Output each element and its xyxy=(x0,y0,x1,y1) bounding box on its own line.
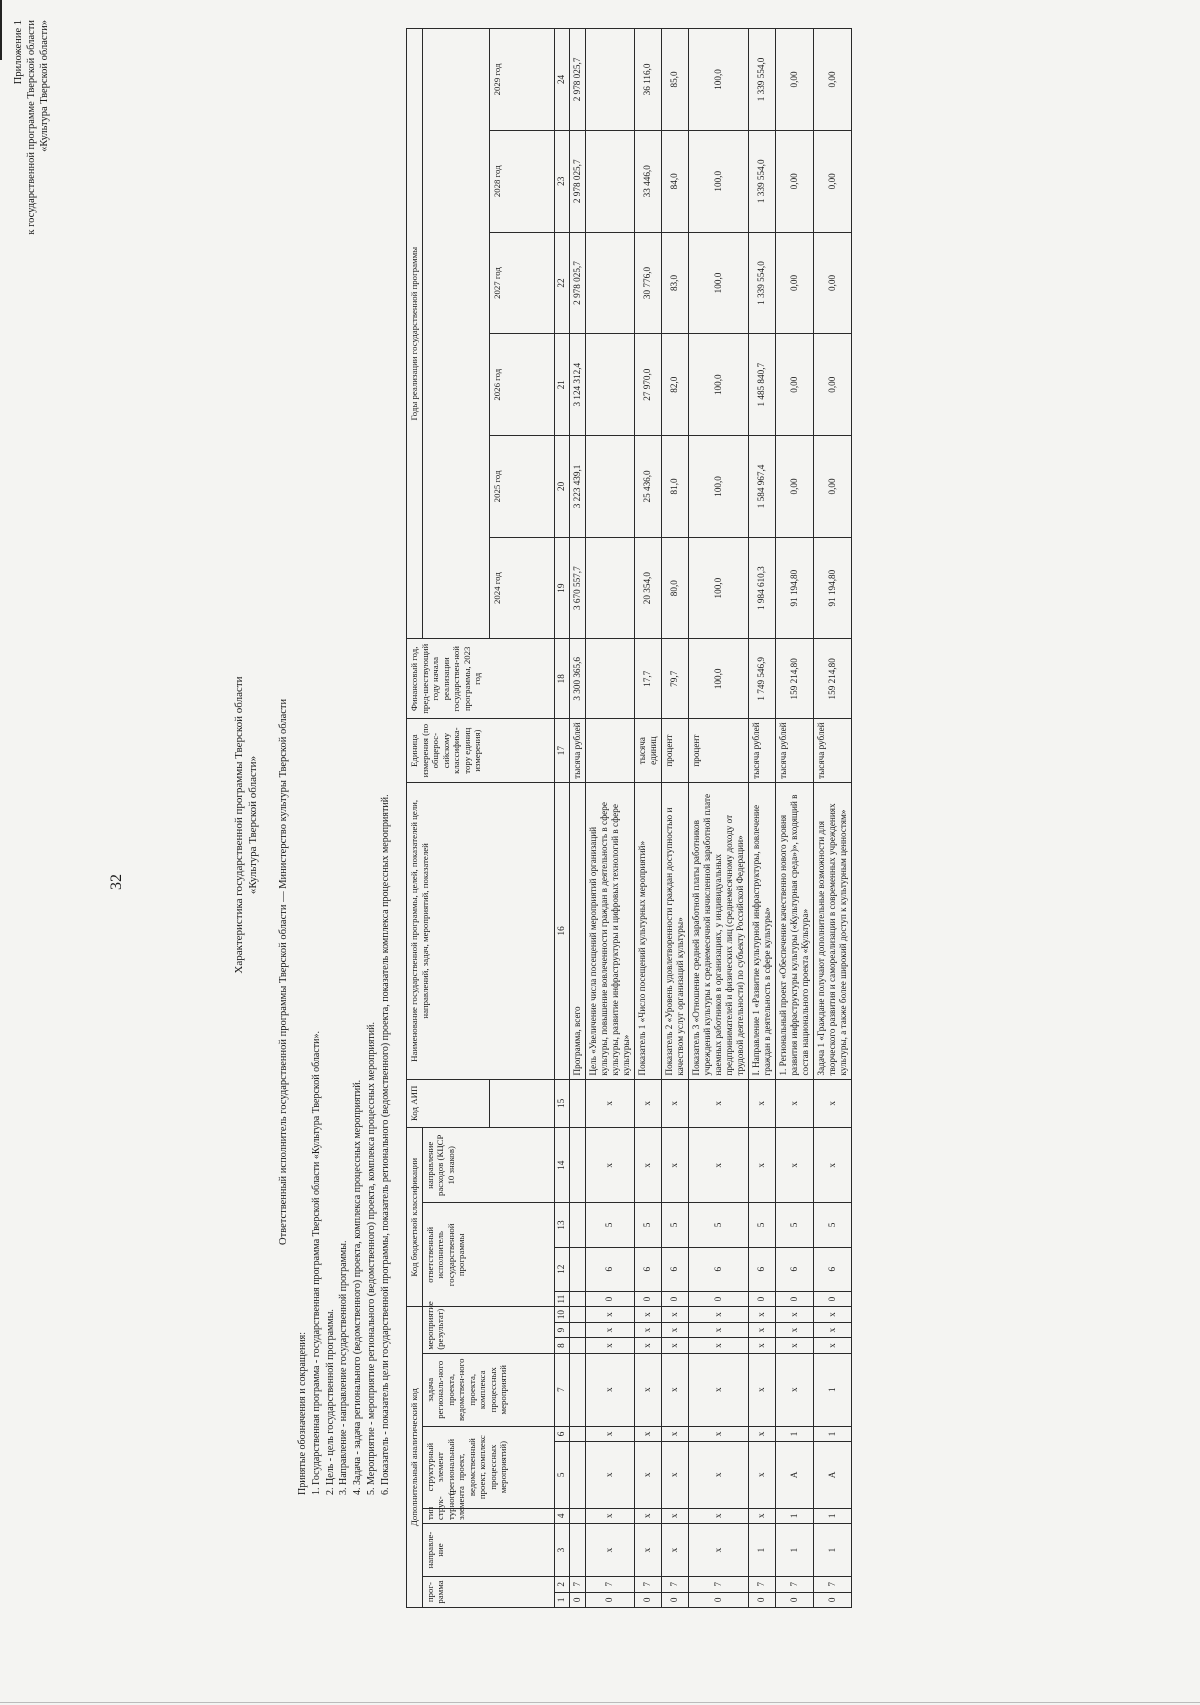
code-cell: 6 xyxy=(813,1247,851,1291)
year-value: 82,0 xyxy=(661,334,688,436)
code-cell: 1 xyxy=(775,1508,813,1523)
year-value: 1 584 967,4 xyxy=(748,436,775,538)
code-cell: 1 xyxy=(813,1353,851,1426)
year-value: 2 978 025,7 xyxy=(569,130,585,232)
code-cell xyxy=(569,1322,585,1337)
year-value: 0,00 xyxy=(813,232,851,334)
code-cell xyxy=(569,1353,585,1426)
unit-cell xyxy=(585,719,634,783)
year-value: 36 116,0 xyxy=(634,29,661,131)
code-cell: х xyxy=(748,1426,775,1441)
column-number: 4 xyxy=(554,1508,569,1523)
year-value: 80,0 xyxy=(661,537,688,639)
code-cell xyxy=(569,1291,585,1306)
year-value: 0,00 xyxy=(813,436,851,538)
code-cell: 1 xyxy=(813,1524,851,1577)
row-name: Показатель 2 «Уровень удовлетворенности граждан доступностью и качеством услуг организаций культуры» xyxy=(661,783,688,1079)
code-cell: 5 xyxy=(688,1203,748,1247)
code-cell: х xyxy=(748,1442,775,1508)
row-name: I. Направление 1 «Развитие культурной инфраструктуры, вовлечение граждан в деятельность в сфере культуры» xyxy=(748,783,775,1079)
code-cell: 6 xyxy=(661,1247,688,1291)
year-value: 2 978 025,7 xyxy=(569,232,585,334)
year-value: 1 339 554,0 xyxy=(748,29,775,131)
header-budget-code: Код бюджетной классификации xyxy=(407,1128,423,1307)
year-value: 91 194,80 xyxy=(813,537,851,639)
header-year: 2029 год xyxy=(489,29,554,131)
code-cell: х xyxy=(585,1524,634,1577)
code-cell xyxy=(569,1307,585,1323)
code-cell: 0 xyxy=(569,1592,585,1607)
code-cell: х xyxy=(634,1307,661,1323)
code-cell: х xyxy=(748,1079,775,1128)
column-number: 1 xyxy=(554,1592,569,1607)
appendix-line: «Культура Тверской области» xyxy=(39,20,50,152)
table-row xyxy=(775,29,813,1608)
code-cell: х xyxy=(661,1079,688,1128)
code-cell: 0 xyxy=(813,1592,851,1607)
column-number: 22 xyxy=(554,232,569,334)
header-measure: мероприятие (результат) xyxy=(422,1307,554,1353)
code-cell: х xyxy=(585,1508,634,1523)
code-cell: 0 xyxy=(585,1291,634,1306)
code-cell: 5 xyxy=(775,1203,813,1247)
year-value: 91 194,80 xyxy=(775,537,813,639)
notes-heading: Принятые обозначения и сокращения: xyxy=(297,1331,308,1495)
code-cell: 7 xyxy=(634,1577,661,1592)
code-cell: 5 xyxy=(813,1203,851,1247)
header-direction: направле-ние xyxy=(422,1524,554,1577)
column-number: 5 xyxy=(554,1442,569,1508)
code-cell: х xyxy=(748,1508,775,1523)
column-number: 13 xyxy=(554,1203,569,1247)
code-cell: х xyxy=(634,1524,661,1577)
year-value: 0,00 xyxy=(813,29,851,131)
base-year-value: 100,0 xyxy=(688,639,748,719)
table-row xyxy=(585,29,634,1608)
code-cell: х xyxy=(688,1442,748,1508)
column-number: 8 xyxy=(554,1338,569,1353)
year-value: 2 978 025,7 xyxy=(569,29,585,131)
unit-cell: процент xyxy=(661,719,688,783)
year-value: 100,0 xyxy=(688,29,748,131)
code-cell: х xyxy=(813,1128,851,1203)
unit-cell: тысяча рублей xyxy=(748,719,775,783)
code-cell: х xyxy=(688,1307,748,1323)
year-value: 1 339 554,0 xyxy=(748,130,775,232)
year-value: 100,0 xyxy=(688,232,748,334)
code-cell: х xyxy=(661,1426,688,1441)
code-cell: х xyxy=(634,1128,661,1203)
code-cell: х xyxy=(688,1426,748,1441)
code-cell: х xyxy=(661,1442,688,1508)
column-number: 6 xyxy=(554,1426,569,1441)
notes-item: 1. Государственная программа - государственная программа Тверской области «Культура Тверской области». xyxy=(310,1030,322,1495)
code-cell: х xyxy=(661,1524,688,1577)
code-cell: А xyxy=(775,1442,813,1508)
code-cell: 7 xyxy=(661,1577,688,1592)
year-value: 30 776,0 xyxy=(634,232,661,334)
column-number: 18 xyxy=(554,639,569,719)
notes-item: 5. Мероприятие - мероприятие регионального (ведомственного) проекта, комплекса процессных мероприятий. xyxy=(365,1022,377,1495)
header-year: 2026 год xyxy=(489,334,554,436)
appendix-line: Приложение 1 xyxy=(13,20,24,85)
header-fin-year: Финансовый год, пред-шествующий году начала реализации государствен-ной программы, 2023 год xyxy=(407,639,555,719)
code-cell: 7 xyxy=(585,1577,634,1592)
page-number: 32 xyxy=(108,874,125,890)
column-number: 3 xyxy=(554,1524,569,1577)
code-cell xyxy=(569,1079,585,1128)
code-cell: х xyxy=(585,1442,634,1508)
code-cell: х xyxy=(634,1322,661,1337)
code-cell xyxy=(569,1508,585,1523)
code-cell: х xyxy=(688,1128,748,1203)
column-numbers-row xyxy=(554,29,569,1608)
row-name: Программа, всего xyxy=(569,783,585,1079)
title-line: «Культура Тверской области» xyxy=(247,755,259,895)
base-year-value: 1 749 546,9 xyxy=(748,639,775,719)
row-name: Задача 1 «Граждане получают дополнительные возможности для творческого развития и самореализации в современных учреждениях культуры, а также более широкий доступ к культурным ценностям» xyxy=(813,783,851,1079)
column-number: 24 xyxy=(554,29,569,131)
column-number: 14 xyxy=(554,1128,569,1203)
code-cell xyxy=(569,1128,585,1203)
program-characteristics-table xyxy=(406,28,852,1608)
code-cell: х xyxy=(585,1322,634,1337)
base-year-value: 3 300 365,6 xyxy=(569,639,585,719)
year-value: 0,00 xyxy=(775,130,813,232)
code-cell: 5 xyxy=(585,1203,634,1247)
year-value: 1 485 840,7 xyxy=(748,334,775,436)
code-cell: 0 xyxy=(585,1592,634,1607)
notes-item: 3. Направление - направление государственной программы. xyxy=(338,1240,350,1495)
year-value: 20 354,0 xyxy=(634,537,661,639)
responsible-executor: Ответственный исполнитель государственной программы Тверской области — Министерство культуры Тверской области xyxy=(278,698,289,1245)
year-value: 0,00 xyxy=(813,334,851,436)
column-number: 23 xyxy=(554,130,569,232)
column-number: 15 xyxy=(554,1079,569,1128)
code-cell: х xyxy=(775,1128,813,1203)
header-years-spacer xyxy=(422,29,489,640)
code-cell: 0 xyxy=(748,1592,775,1607)
row-name: Цель «Увеличение числа посещений мероприятий организаций культуры, повышение вовлеченности граждан в деятельность в сфере культуры, развитие инфраструктуры и цифровых технологий в сфере культуры» xyxy=(585,783,634,1079)
code-cell: х xyxy=(688,1338,748,1353)
code-cell: х xyxy=(775,1353,813,1426)
table-row xyxy=(634,29,661,1608)
year-value xyxy=(585,334,634,436)
code-cell: х xyxy=(661,1307,688,1323)
unit-cell: тысяча рублей xyxy=(569,719,585,783)
code-cell: 7 xyxy=(775,1577,813,1592)
header-additional-code: Дополнительный аналитический код xyxy=(407,1307,423,1608)
year-value: 100,0 xyxy=(688,436,748,538)
column-number: 19 xyxy=(554,537,569,639)
appendix-note xyxy=(12,20,51,300)
row-name: Показатель 1 «Число посещений культурных мероприятий» xyxy=(634,783,661,1079)
code-cell: х xyxy=(813,1307,851,1323)
code-cell: х xyxy=(775,1338,813,1353)
code-cell: х xyxy=(688,1353,748,1426)
year-value: 3 670 557,7 xyxy=(569,537,585,639)
code-cell: х xyxy=(748,1322,775,1337)
code-cell: 6 xyxy=(775,1247,813,1291)
code-cell: 0 xyxy=(688,1592,748,1607)
code-cell: х xyxy=(661,1338,688,1353)
code-cell: 5 xyxy=(661,1203,688,1247)
notes-item: 6. Показатель - показатель цели государственной программы, показатель регионального (ведомственного) проекта, показатель комплекса процессных мероприятий. xyxy=(379,794,391,1495)
year-value: 27 970,0 xyxy=(634,334,661,436)
year-value: 81,0 xyxy=(661,436,688,538)
column-number: 21 xyxy=(554,334,569,436)
code-cell: х xyxy=(813,1338,851,1353)
notes-item: 4. Задача - задача регионального (ведомственного) проекта, комплекса процессных мероприятий. xyxy=(352,1079,364,1495)
base-year-value: 159 214,80 xyxy=(775,639,813,719)
header-task: задача региональ-ного проекта, ведомствен-ного проекта, комплекса процессных мероприятий xyxy=(422,1353,554,1426)
code-cell: х xyxy=(661,1353,688,1426)
code-cell: 0 xyxy=(634,1291,661,1306)
code-cell: х xyxy=(748,1353,775,1426)
code-cell: х xyxy=(688,1322,748,1337)
base-year-value: 79,7 xyxy=(661,639,688,719)
year-value: 0,00 xyxy=(775,29,813,131)
year-value: 84,0 xyxy=(661,130,688,232)
header-year: 2028 год xyxy=(489,130,554,232)
code-cell: х xyxy=(775,1079,813,1128)
code-cell: х xyxy=(585,1338,634,1353)
unit-cell: тысяча рублей xyxy=(813,719,851,783)
code-cell: 1 xyxy=(813,1508,851,1523)
header-expense: направление расходов (КЦСР 10 знаков) xyxy=(422,1128,554,1203)
code-cell xyxy=(569,1338,585,1353)
header-years-group: Годы реализации государственной программы xyxy=(407,29,423,640)
code-cell: 1 xyxy=(775,1524,813,1577)
year-value: 100,0 xyxy=(688,537,748,639)
code-cell xyxy=(569,1247,585,1291)
year-value xyxy=(585,29,634,131)
year-value: 3 124 312,4 xyxy=(569,334,585,436)
code-cell: х xyxy=(634,1508,661,1523)
code-cell: 1 xyxy=(748,1524,775,1577)
code-cell: х xyxy=(585,1307,634,1323)
code-cell: х xyxy=(775,1307,813,1323)
column-number: 10 xyxy=(554,1307,569,1323)
code-cell: 0 xyxy=(775,1291,813,1306)
unit-cell: тысяча рублей xyxy=(775,719,813,783)
code-cell: х xyxy=(634,1338,661,1353)
header-struct-type: тип струк-турного элемента xyxy=(422,1508,554,1523)
code-cell: х xyxy=(585,1426,634,1441)
table-row xyxy=(813,29,851,1608)
code-cell xyxy=(569,1442,585,1508)
code-cell: 0 xyxy=(634,1592,661,1607)
notes-item: 2. Цель - цель государственной программы. xyxy=(324,1309,336,1495)
abbreviations-notes xyxy=(296,794,393,1495)
column-number: 7 xyxy=(554,1353,569,1426)
document-title xyxy=(232,545,260,1105)
code-cell: х xyxy=(585,1353,634,1426)
code-cell: 7 xyxy=(688,1577,748,1592)
table-row xyxy=(569,29,585,1608)
row-name: 1. Региональный проект «Обеспечение качественно нового уровня развития инфраструктуры культуры («Культурная среда»)», входящий в состав национального проекта «Культура» xyxy=(775,783,813,1079)
header-year: 2024 год xyxy=(489,537,554,639)
header-struct-element: структурный элемент (региональный проект, ведомственный проект, комплекс процессных мероприятий) xyxy=(422,1426,554,1508)
code-cell xyxy=(569,1203,585,1247)
unit-cell: тысяча единиц xyxy=(634,719,661,783)
code-cell: 0 xyxy=(813,1291,851,1306)
code-cell: 5 xyxy=(748,1203,775,1247)
header-program: прог-рамма xyxy=(422,1577,554,1608)
year-value: 0,00 xyxy=(775,232,813,334)
code-cell: 0 xyxy=(748,1291,775,1306)
table-row xyxy=(688,29,748,1608)
year-value: 83,0 xyxy=(661,232,688,334)
year-value: 100,0 xyxy=(688,130,748,232)
column-number: 16 xyxy=(554,783,569,1079)
code-cell: х xyxy=(634,1426,661,1441)
code-cell: 7 xyxy=(813,1577,851,1592)
column-number: 20 xyxy=(554,436,569,538)
column-number: 17 xyxy=(554,719,569,783)
code-cell: х xyxy=(634,1353,661,1426)
code-cell: х xyxy=(634,1442,661,1508)
code-cell: 6 xyxy=(688,1247,748,1291)
year-value: 100,0 xyxy=(688,334,748,436)
code-cell: х xyxy=(748,1128,775,1203)
code-cell: х xyxy=(748,1307,775,1323)
code-cell: х xyxy=(688,1508,748,1523)
table-body xyxy=(569,29,851,1608)
code-cell: 1 xyxy=(813,1426,851,1441)
code-cell: А xyxy=(813,1442,851,1508)
code-cell: х xyxy=(688,1079,748,1128)
column-number: 9 xyxy=(554,1322,569,1337)
header-aip-code: Код АИП xyxy=(407,1079,490,1128)
year-value xyxy=(585,537,634,639)
header-year: 2027 год xyxy=(489,232,554,334)
code-cell xyxy=(569,1426,585,1441)
code-cell: 0 xyxy=(775,1592,813,1607)
code-cell: х xyxy=(661,1508,688,1523)
code-cell: х xyxy=(585,1128,634,1203)
code-cell: х xyxy=(634,1079,661,1128)
title-line: Характеристика государственной программы Тверской области xyxy=(233,676,245,974)
year-value: 1 984 610,3 xyxy=(748,537,775,639)
header-year: 2025 год xyxy=(489,436,554,538)
year-value xyxy=(585,232,634,334)
header-row-1 xyxy=(407,29,423,1608)
column-number: 11 xyxy=(554,1291,569,1306)
code-cell: 1 xyxy=(775,1426,813,1441)
code-cell: 6 xyxy=(634,1247,661,1291)
code-cell: 7 xyxy=(569,1577,585,1592)
year-value: 3 223 439,1 xyxy=(569,436,585,538)
table-row xyxy=(748,29,775,1608)
header-executor: ответственный исполнитель государственной программы xyxy=(422,1203,554,1307)
base-year-value: 159 214,80 xyxy=(813,639,851,719)
year-value: 25 436,0 xyxy=(634,436,661,538)
code-cell: 6 xyxy=(748,1247,775,1291)
code-cell: 0 xyxy=(661,1291,688,1306)
code-cell: 5 xyxy=(634,1203,661,1247)
code-cell: х xyxy=(688,1524,748,1577)
year-value: 85,0 xyxy=(661,29,688,131)
code-cell: х xyxy=(661,1128,688,1203)
code-cell: 0 xyxy=(661,1592,688,1607)
year-value: 33 446,0 xyxy=(634,130,661,232)
base-year-value: 17,7 xyxy=(634,639,661,719)
appendix-line: к государственной программе Тверской области xyxy=(26,20,37,235)
table-row xyxy=(661,29,688,1608)
year-value: 0,00 xyxy=(775,436,813,538)
code-cell: х xyxy=(813,1079,851,1128)
year-value xyxy=(585,436,634,538)
header-name: Наименование государственной программы, целей, показателей цели, направлений, задач, мероприятий, показателей xyxy=(407,783,555,1079)
code-cell: 6 xyxy=(585,1247,634,1291)
code-cell: х xyxy=(585,1079,634,1128)
code-cell: х xyxy=(661,1322,688,1337)
code-cell: 7 xyxy=(748,1577,775,1592)
code-cell: х xyxy=(775,1322,813,1337)
code-cell: х xyxy=(813,1322,851,1337)
column-number: 2 xyxy=(554,1577,569,1592)
header-aip-empty xyxy=(489,1079,554,1128)
year-value: 1 339 554,0 xyxy=(748,232,775,334)
column-number: 12 xyxy=(554,1247,569,1291)
code-cell xyxy=(569,1524,585,1577)
row-name: Показатель 3 «Отношение средней заработной платы работников учреждений культуры к среднемесячной начисленной заработной плате наемных работников в организациях, у индивидуальных предпринимателей и физических лиц (среднемесячному доходу от трудовой деятельности) по субъекту Российской Федерации» xyxy=(688,783,748,1079)
year-value: 0,00 xyxy=(775,334,813,436)
year-value: 0,00 xyxy=(813,130,851,232)
header-unit: Единица измерения (по общерос-сийскому классифика-тору единиц измерения) xyxy=(407,719,555,783)
base-year-value xyxy=(585,639,634,719)
unit-cell: процент xyxy=(688,719,748,783)
code-cell: 0 xyxy=(688,1291,748,1306)
code-cell: х xyxy=(748,1338,775,1353)
year-value xyxy=(585,130,634,232)
